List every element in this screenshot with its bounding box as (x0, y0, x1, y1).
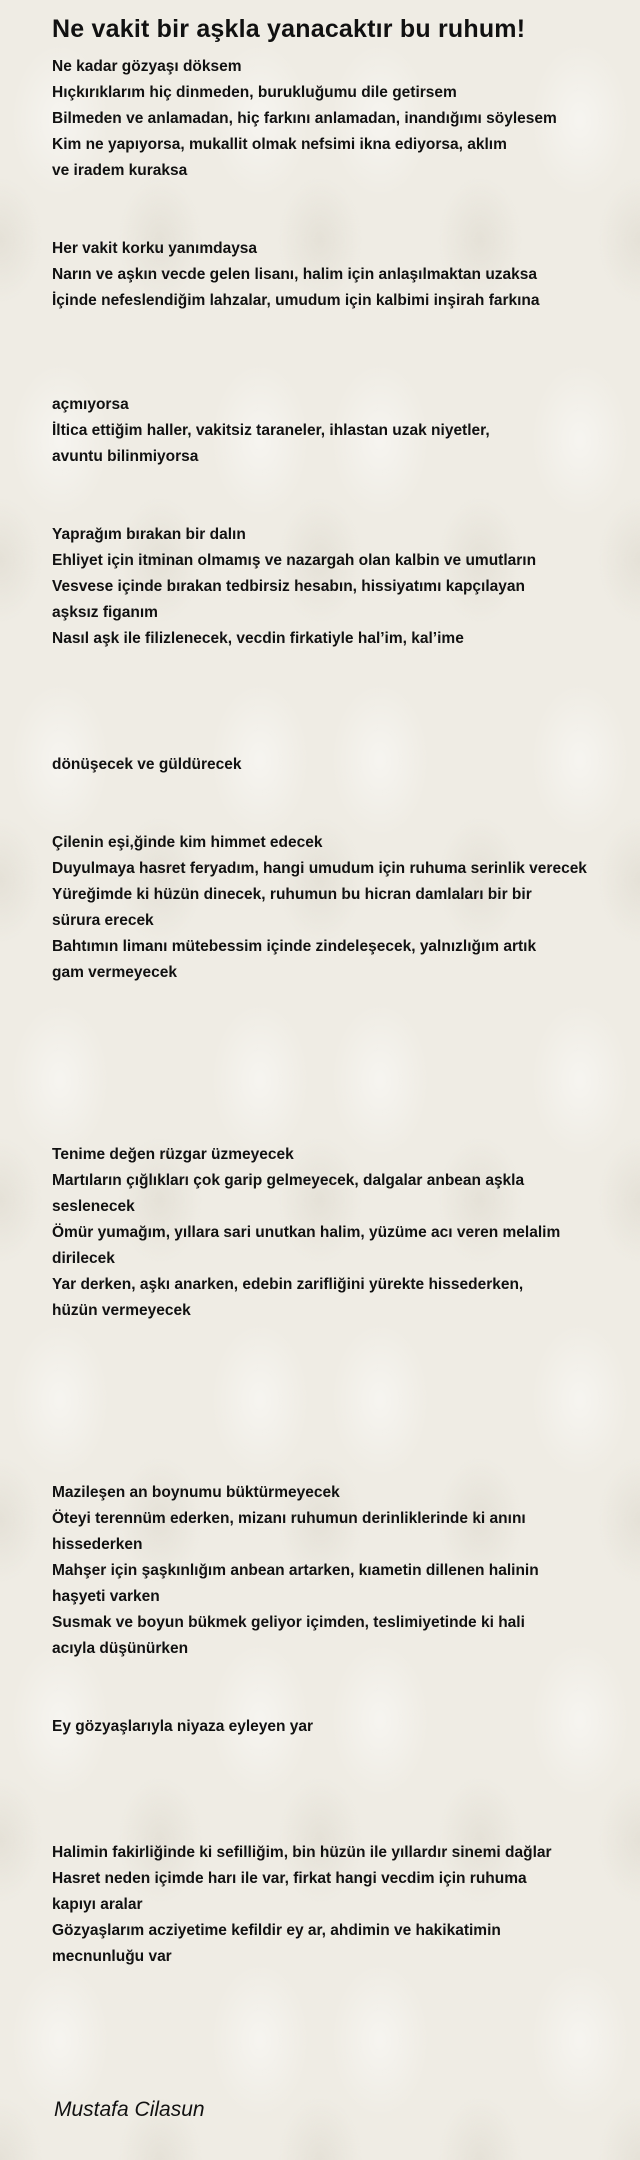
stanza (52, 1840, 616, 1970)
poem-line: İltica ettiğim haller, vakitsiz taraneler, ihlastan uzak niyetler, (52, 422, 490, 439)
poem-line: Nasıl aşk ile filizlenecek, vecdin firkatiyle hal’im, kal’ime (52, 630, 464, 647)
poem-line: dirilecek (52, 1250, 115, 1267)
poem-line: Mahşer için şaşkınlığım anbean artarken, kıametin dillenen halinin (52, 1562, 539, 1579)
poem-line: hüzün vermeyecek (52, 1302, 191, 1319)
stanza (52, 522, 616, 652)
stanza (52, 752, 616, 778)
poem-line: Martıların çığlıkları çok garip gelmeyecek, dalgalar anbean aşkla (52, 1172, 525, 1189)
poem-line: açmıyorsa (52, 396, 129, 413)
stanza (52, 54, 616, 184)
poem-line: Halimin fakirliğinde ki sefilliğim, bin hüzün ile yıllardır sinemi dağlar (52, 1844, 552, 1861)
poem-line: Narın ve aşkın vecde gelen lisanı, halim için anlaşılmaktan uzaksa (52, 266, 538, 283)
poem-line: Ey gözyaşlarıyla niyaza eyleyen yar (52, 1718, 314, 1735)
poem-line: Yar derken, aşkı anarken, edebin zarifliğini yürekte hissederken, (52, 1276, 524, 1293)
poem-line: Çilenin eşi,ğinde kim himmet edecek (52, 834, 323, 851)
poem-line: Vesvese içinde bırakan tedbirsiz hesabın, hissiyatımı kapçılayan (52, 578, 525, 595)
poem-line: hissederken (52, 1536, 143, 1553)
poem-line: Öteyi terennüm ederken, mizanı ruhumun derinliklerinde ki anını (52, 1510, 526, 1527)
poem-line: Bahtımın limanı mütebessim içinde zindeleşecek, yalnızlığım artık (52, 938, 537, 955)
poem-line: Kim ne yapıyorsa, mukallit olmak nefsimi ikna ediyorsa, aklım (52, 136, 507, 153)
poem-line: kapıyı aralar (52, 1896, 143, 1913)
stanza (52, 1480, 616, 1662)
poem-line: sürura erecek (52, 912, 154, 929)
stanza (52, 1714, 616, 1740)
poem-line: Yaprağım bırakan bir dalın (52, 526, 246, 543)
poem-line: Hıçkırıklarım hiç dinmeden, burukluğumu dile getirsem (52, 84, 457, 101)
poem-line: Bilmeden ve anlamadan, hiç farkını anlamadan, inandığımı söylesem (52, 110, 557, 127)
stanza (52, 1142, 616, 1324)
poem-line: Duyulmaya hasret feryadım, hangi umudum için ruhuma serinlik verecek (52, 860, 587, 877)
stanza (52, 830, 616, 986)
poem-line: Susmak ve boyun bükmek geliyor içimden, teslimiyetinde ki hali (52, 1614, 525, 1631)
poem-line: Ne kadar gözyaşı döksem (52, 58, 242, 75)
poem-line: acıyla düşünürken (52, 1640, 189, 1657)
poem-line: mecnunluğu var (52, 1948, 172, 1965)
poem-line: ve iradem kuraksa (52, 162, 188, 179)
poem-line: Hasret neden içimde harı ile var, firkat hangi vecdim için ruhuma (52, 1870, 527, 1887)
poem-line: dönüşecek ve güldürecek (52, 756, 242, 773)
poem-line: avuntu bilinmiyorsa (52, 448, 199, 465)
poem-title: Ne vakit bir aşkla yanacaktır bu ruhum! (52, 15, 526, 43)
poem-line: Her vakit korku yanımdaysa (52, 240, 258, 257)
poem-line: İçinde nefeslendiğim lahzalar, umudum için kalbimi inşirah farkına (52, 292, 540, 309)
poem-line: haşyeti varken (52, 1588, 160, 1605)
poem-line: gam vermeyecek (52, 964, 177, 981)
stanza (52, 236, 616, 314)
poem-line: Yüreğimde ki hüzün dinecek, ruhumun bu hicran damlaları bir bir (52, 886, 532, 903)
stanza (52, 392, 616, 470)
author-signature: Mustafa Cilasun (54, 2098, 205, 2121)
poem-line: aşksız figanım (52, 604, 158, 621)
poem-line: Ehliyet için itminan olmamış ve nazargah olan kalbin ve umutların (52, 552, 537, 569)
poem-line: seslenecek (52, 1198, 135, 1215)
poem-line: Gözyaşlarım acziyetime kefildir ey ar, ahdimin ve hakikatimin (52, 1922, 501, 1939)
poem-line: Mazileşen an boynumu büktürmeyecek (52, 1484, 340, 1501)
poem-line: Tenime değen rüzgar üzmeyecek (52, 1146, 294, 1163)
poem-line: Ömür yumağım, yıllara sari unutkan halim, yüzüme acı veren melalim (52, 1224, 561, 1241)
